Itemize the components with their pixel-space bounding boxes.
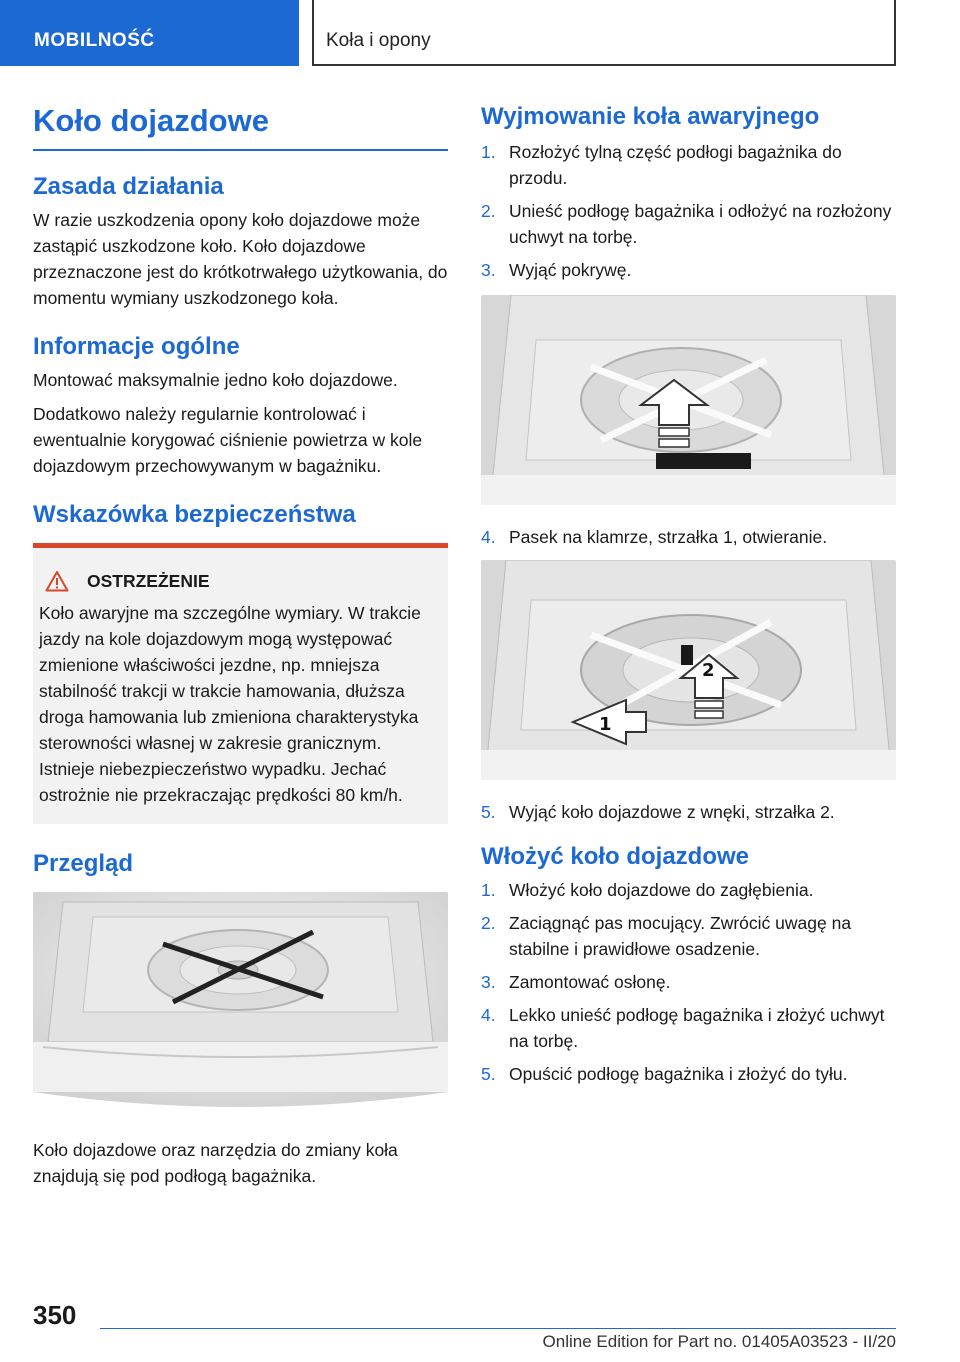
general-text-1: Montować maksymalnie jedno koło dojazdowe. [33,370,398,390]
trunk-overview-image [33,892,448,1117]
open-buckle-image [481,560,896,785]
arrow-label-1: 1 [599,714,612,735]
list-item: 2. Unieść podłogę bagażnika i odłożyć na rozłożony uchwyt na torbę. [481,201,892,247]
list-item: 5. Wyjąć koło dojazdowe z wnęki, strzałka 2. [481,802,835,822]
warning-box [33,543,448,824]
edition-text: Online Edition for Part no. 01405A03523 - II/20 [542,1332,896,1351]
page-title: Koło dojazdowe [33,103,448,151]
list-item: 2. Zaciągnąć pas mocujący. Zwrócić uwagę na stabilne i prawidłowe osadzenie. [481,913,852,959]
left-column [33,100,448,1197]
list-item: 4. Pasek na klamrze, strzałka 1, otwieranie. [481,527,828,547]
list-item: 3. Wyjąć pokrywę. [481,260,632,280]
insert-steps-list [481,877,896,1087]
page-header [0,0,960,66]
arrow-label-2: 2 [702,660,715,681]
list-item: 5. Opuścić podłogę bagażnika i złożyć do tyłu. [481,1064,848,1084]
remove-cover-image [481,295,896,510]
principle-heading: Zasada działania [33,173,224,200]
principle-text: W razie uszkodzenia opony koło dojazdowe może zastąpić uszkodzone koło. Koło dojazdowe przeznaczone jest do krótkotrwałego użytkowania, do momentu wymiany uszkodzonego koła. [33,210,448,308]
chapter-tab[interactable]: Koła i opony [312,0,896,66]
list-item: 1. Rozłożyć tylną część podłogi bagażnika do przodu. [481,142,842,188]
overview-caption: Koło dojazdowe oraz narzędzia do zmiany koła znajdują się pod podłogą bagażnika. [33,1140,398,1186]
warning-triangle-icon [45,570,69,592]
safety-heading: Wskazówka bezpieczeństwa [33,501,356,528]
overview-heading: Przegląd [33,850,134,877]
remove-steps-list [481,139,896,283]
insert-heading: Włożyć koło dojazdowe [481,843,750,870]
remove-step-4 [481,524,896,550]
warning-header [39,570,440,592]
warning-text: Koło awaryjne ma szczególne wymiary. W trakcie jazdy na kole dojazdowym mogą występować zmienione właściwości jezdne, np. mniejsza stabilność trakcji w trakcie hamowania, dłuższa droga hamowania lub zmieniona charakterystyka sterowności własnej w zakresie granicznym. Istnieje niebezpieczeństwo wypadku. Jechać ostrożnie nie przekraczając prędkości 80 km/h. [39,603,421,805]
remove-heading: Wyjmowanie koła awaryjnego [481,103,820,130]
list-item: 4. Lekko unieść podłogę bagażnika i złożyć uchwyt na torbę. [481,1005,885,1051]
section-tab[interactable]: MOBILNOŚĆ [0,0,299,66]
general-heading: Informacje ogólne [33,333,240,360]
general-text-2: Dodatkowo należy regularnie kontrolować i ewentualnie korygować ciśnienie powietrza w kole dojazdowym przechowywanym w bagażniku. [33,404,423,476]
list-item: 1. Włożyć koło dojazdowe do zagłębienia. [481,880,814,900]
warning-label: OSTRZEŻENIE [87,570,210,591]
footer-divider [100,1328,896,1329]
right-column [481,100,896,1094]
page-number: 350 [33,1300,77,1330]
list-item: 3. Zamontować osłonę. [481,972,671,992]
remove-step-5 [481,799,896,825]
